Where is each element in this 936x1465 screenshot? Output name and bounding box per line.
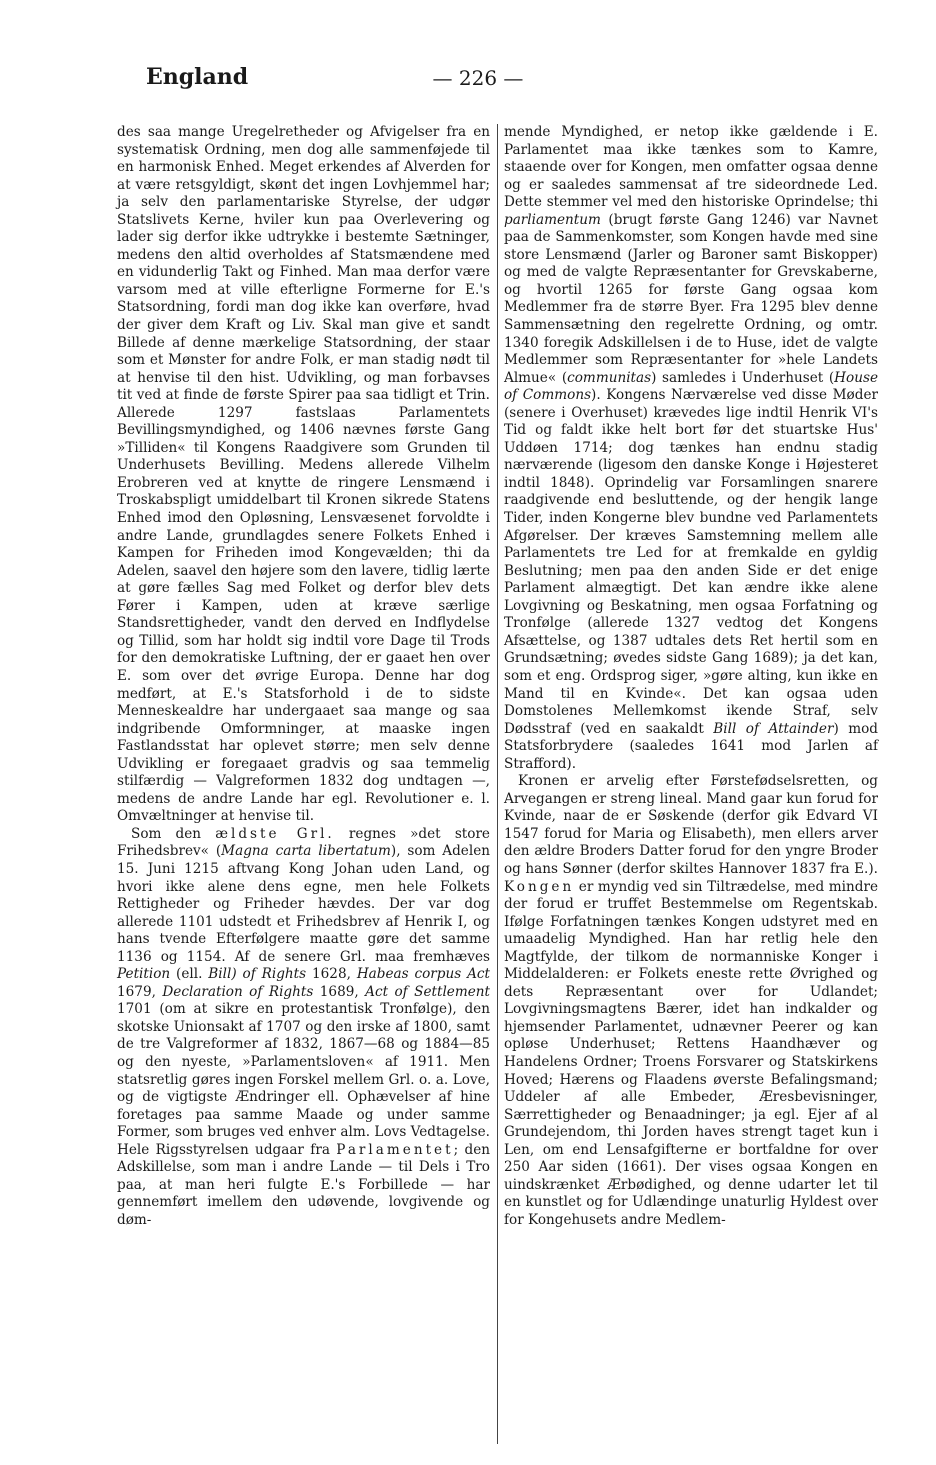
italic-term: Act of Settlement xyxy=(365,983,490,1000)
italic-term: Magna carta libertatum xyxy=(221,843,391,860)
paragraph xyxy=(504,124,878,773)
text-run: ) mod Statsforbrydere (saaledes 1641 mod Jarlen af Strafford). xyxy=(504,720,879,772)
italic-term: Petition xyxy=(117,966,171,983)
italic-term: Bill of Attainder xyxy=(713,720,834,737)
text-run: 1628, xyxy=(306,966,357,983)
spaced-term: Parlamentet xyxy=(336,1141,454,1158)
text-run: mende Myndighed, er netop ikke gældende i E. Parlamentet maa ikke tænkes som to Kamre, staaende over for Kongen, men omfatter ogsaa denne og er saaledes sammensat af tre sideordnede Led. Dette stemmer vel med den historiske Oprindelse; thi xyxy=(504,124,878,211)
italic-term: communitas xyxy=(567,369,652,386)
paragraph xyxy=(117,826,490,1230)
right-column xyxy=(504,124,878,1229)
spaced-term: ældste Grl. xyxy=(215,825,335,842)
text-run: regnes »det store Frihedsbrev« ( xyxy=(117,825,490,860)
text-run: (brugt første Gang 1246) var Navnet paa de Sammenkomster, som Kongen havde med sine store Lensmænd (Jarler og Baroner samt Biskopper) og med de valgte Repræsentanter for Grevskaberne, og hvortil 1265 for første Gang ogsaa kom Medlemmer fra de større Byer. Fra 1295 blev denne Sammensætning den regelrette Ordning, og omtr. 1340 foregik Adskillelsen i de to Huse, idet de valgte Medlemmer som Repræsentanter for »hele Landets Almue« ( xyxy=(504,211,878,386)
text-run: ), som Adelen 15. Juni 1215 aftvang Kong Johan uden Land, og hvori ikke alene dens egne, men hele Folkets Rettigheder og Friheder hævdes. Der var dog allerede 1101 udstedt et Frihedsbrev af Henrik I, og hans tvende Efterfølgere maatte gøre det samme 1136 og 1154. Af de senere Grl. maa fremhæves xyxy=(117,843,490,965)
paragraph: des saa mange Uregelretheder og Afvigelser fra en systematisk Ordning, men dog alle sammenføjede til en harmonisk Enhed. Meget erkendes af Alverden for at være retsgyldigt, skønt det ingen Lovhjemmel har; ja selv den parlamentariske Styrelse, der udgør Statslivets Kerne, hviler kun paa Overlevering og lader sig derfor ikke udtrykke i bestemte Sætninger, medens den altid overholdes af Statsmændene med en vidunderlig Takt og Finhed. Man maa derfor være varsom med at ville efterligne Formerne for E.'s Statsordning, fordi man dog ikke kan overføre, hvad der giver dem Kraft og Liv. Skal man give et sandt Billede af denne mærkelige Statsordning, der staar som et Mønster for andre Folk, er man stadig nødt til at henvise til den hist. Udvikling, og man forbavses tit ved at finde de første Spirer paa saa tidligt et Trin. Allerede 1297 fastslaas Parlamentets Bevillingsmyndighed, og 1406 nævnes første Gang »Tilliden« til Kongens Raadgivere som Grunden til Underhusets Bevilling. Medens allerede Vilhelm Erobreren ved at knytte de ringere Lensmænd i Troskabspligt umiddelbart til Kronen sikrede Statens Enhed imod den Opløsning, Lensvæsenet forvoldte i andre Lande, grundlagdes senere Folkets Enhed i Kampen for Friheden imod Kongevælden; thi da Adelen, saavel den højere som den lavere, tidlig lærte at gøre fælles Sag med Folket og derfor blev dets Fører i Kampen, uden at kræve særlige Standsrettigheder, vandt den derved en Indflydelse og Tillid, som har holdt sig indtil vore Dage til Trods for den demokratiske Luftning, der er gaaet hen over E. som over det øvrige Europa. Denne har dog medført, at E.'s Statsforhold i de to sidste Menneskealdre har undergaaet saa mange og saa indgribende Omformninger, at maaske ingen Fastlandsstat har oplevet større; men selv denne Udvikling er foregaaet gradvis og saa temmelig stilfærdig — Valgreformen 1832 dog undtagen —, medens de andre Lande har egl. Revolutioner e. l. Omvæltninger at henvise til. xyxy=(117,124,490,825)
italic-term: Habeas corpus Act xyxy=(356,966,490,983)
text-run: 1679, xyxy=(117,983,163,1000)
spaced-term: Kongen xyxy=(504,878,575,895)
column-divider xyxy=(497,124,498,1444)
italic-term: Bill) of Rights xyxy=(208,966,307,983)
text-run: ) samledes i Underhuset ( xyxy=(651,369,835,386)
text-run: er myndig ved sin Tiltrædelse, med mindre der forud er truffet Bestemmelse om Regentskab. Ifølge Forfatningen tænkes Kongen udstyret med en umaadelig Myndighed. Han har retlig hele den Magtfylde, der tilkom de normanniske Konger i Middelalderen: er Folkets eneste rette Øvrighed og dets Repræsentant over for Udlandet; Lovgivningsmagtens Bærer, idet han indkalder og hjemsender Parlamentet, udnævner Peerer og kan opløse Underhuset; Rettens Haandhæver og Handelens Ordner; Troens Forsvarer og Statskirkens Hoved; Hærens og Flaadens øverste Befalingsmand; Uddeler af alle Embeder, Æresbevisninger, Særrettigheder og Benaadninger; ja egl. Ejer af al Grundejendom, thi Jorden haves strengt taget kun i Len, om end Lensafgifterne er bortfaldne for over 250 Aar siden (1661). Der vises ogsaa Kongen en uindskrænket Ærbødighed, og denne udarter let til en kunstlet og for Udlændinge unaturlig Hyldest over for Kongehusets andre Medlem- xyxy=(504,878,878,1228)
text-run: ; den Adskillelse, som man i andre Lande — til Dels i Tro paa, at man heri fulgte E.'s Forbillede — har gennemført imellem den udøvende, lovgivende og døm- xyxy=(117,1141,491,1228)
text-run: (ell. xyxy=(170,966,209,983)
italic-term: parliamentum xyxy=(504,211,601,228)
text-run: Som den xyxy=(131,825,216,842)
paragraph xyxy=(504,773,878,1229)
running-head-title: England xyxy=(146,64,249,90)
text-run: 1701 (om at sikre en protestantisk Tronfølge), den skotske Unionsakt af 1707 og den irske af 1800, samt de tre Valgreformer af 1832, 1867—68 og 1884—85 og den nyeste, »Parlamentsloven« af 1911. Men statsretlig gøres ingen Forskel mellem Grl. o. a. Love, og de vigtigste Ændringer ell. Ophævelser af hine foretages paa samme Maade og under samme Former, som bruges ved enhver alm. Lovs Vedtagelse. Hele Rigsstyrelsen udgaar fra xyxy=(117,1001,490,1158)
text-run: Kronen er arvelig efter Førstefødselsretten, og Arvegangen er streng lineal. Mand gaar kun forud for Kvinde, naar de er Søskende (derfor gik Edvard VI 1547 forud for Maria og Elisabeth), men ellers arver den ældre Broders Datter forud for den yngre Broder og hans Sønner (derfor skiltes Hannover 1837 fra E.). xyxy=(504,773,878,877)
italic-term: Declaration of Rights xyxy=(162,983,314,1000)
page-number: — 226 — xyxy=(432,66,524,90)
text-run: 1689, xyxy=(313,983,366,1000)
italic-term: House of Commons xyxy=(504,369,878,404)
text-run: ). Kongens Nærværelse ved disse Møder (senere i Overhuset) krævedes lige indtil Henrik VI's Tid og faldt ikke helt bort før det stuartske Hus' Uddøen 1714; dog tænkes han endnu stadig nærværende (ligesom den danske Konge i Højesteret indtil 1848). Oprindelig var Forsamlingen snarere raadgivende end besluttende, og der hengik lange Tider, inden Kongerne blev bundne ved Parlamentets Afgørelser. Der kræves Samstemning mellem alle Parlamentets tre Led for at fremkalde en gyldig Beslutning; men paa den anden Side er det enige Parlament almægtigt. Det kan ændre ikke alene Lovgivning og Beskatning, men ogsaa Forfatning og Tronfølge (allerede 1327 vedtog det Kongens Afsættelse, og 1387 udtales dets Ret hertil som en Grundsætning; øvedes sidste Gang 1689); ja det kan, som et eng. Ordsprog siger, »gøre alting, kun ikke en Mand til en Kvinde«. Det kan ogsaa uden Domstolenes Mellemkomst ikende Straf, selv Dødsstraf (ved en saakaldt xyxy=(504,387,878,737)
left-column xyxy=(117,124,490,1229)
